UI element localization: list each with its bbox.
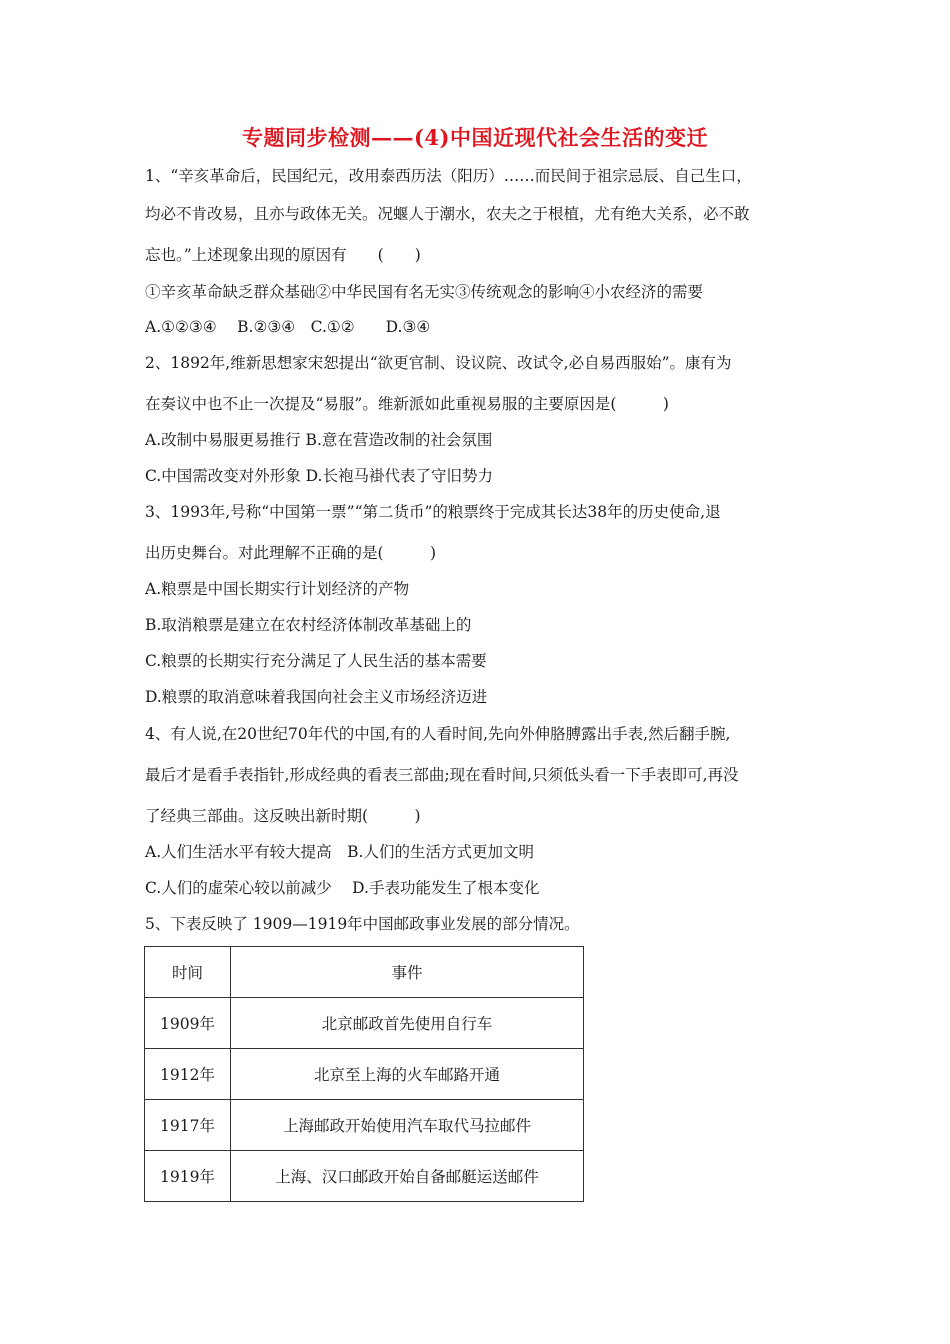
q1-options: A.①②③④ B.②③④ C.①② D.③④ <box>145 318 431 336</box>
table-cell-event: 北京邮政首先使用自行车 <box>231 998 584 1049</box>
q4-options-cd: C.人们的虚荣心较以前减少 D.手表功能发生了根本变化 <box>145 879 540 897</box>
table-row <box>145 1151 584 1202</box>
q1-line-2: 均必不肯改易，且亦与政体无关。况蝘人于潮水，农夫之于根植，尤有绝大关系，必不敢 <box>145 205 750 223</box>
q1-statements: ①辛亥革命缺乏群众基础②中华民国有名无实③传统观念的影响④小农经济的需要 <box>145 283 704 301</box>
table-header-cell: 事件 <box>231 947 584 998</box>
q2-options-cd: C.中国需改变对外形象 D.长袍马褂代表了守旧势力 <box>145 467 493 485</box>
q1-line-1: 1、“辛亥革命后，民国纪元，改用泰西历法（阳历）……而民间于祖宗忌辰、自己生口， <box>145 167 752 185</box>
q5-line-1: 5、下表反映了 1909—1919年中国邮政事业发展的部分情况。 <box>145 915 580 933</box>
table-cell-event: 上海邮政开始使用汽车取代马拉邮件 <box>231 1100 584 1151</box>
table-cell-year: 1917年 <box>145 1100 231 1151</box>
q4-options-ab: A.人们生活水平有较大提高 B.人们的生活方式更加文明 <box>145 843 534 861</box>
q3-option-b: B.取消粮票是建立在农村经济体制改革基础上的 <box>145 616 472 634</box>
q4-line-3: 了经典三部曲。这反映出新时期( ) <box>145 807 421 825</box>
q4-line-2: 最后才是看手表指针,形成经典的看表三部曲;现在看时间,只须低头看一下手表即可,再没 <box>145 766 739 784</box>
q3-line-2: 出历史舞台。对此理解不正确的是( ) <box>145 544 437 562</box>
table-cell-event: 上海、汉口邮政开始自备邮艇运送邮件 <box>231 1151 584 1202</box>
table-row <box>145 1100 584 1151</box>
document-title: 专题同步检测——(4)中国近现代社会生活的变迁 <box>242 125 708 150</box>
table-header-cell: 时间 <box>145 947 231 998</box>
q1-line-3: 忘也。”上述现象出现的原因有 ( ) <box>145 246 421 264</box>
q3-option-d: D.粮票的取消意味着我国向社会主义市场经济迈进 <box>145 688 488 706</box>
q4-line-1: 4、有人说,在20世纪70年代的中国,有的人看时间,先向外伸胳膊露出手表,然后翻手腕, <box>145 725 731 743</box>
q3-option-a: A.粮票是中国长期实行计划经济的产物 <box>145 580 410 598</box>
table-row <box>145 1049 584 1100</box>
q3-option-c: C.粮票的长期实行充分满足了人民生活的基本需要 <box>145 652 487 670</box>
table-header-row <box>145 947 584 998</box>
table-cell-year: 1919年 <box>145 1151 231 1202</box>
postal-events-table <box>144 946 584 1202</box>
table-row <box>145 998 584 1049</box>
table-cell-year: 1912年 <box>145 1049 231 1100</box>
q3-line-1: 3、1993年,号称“中国第一票”“第二货币”的粮票终于完成其长达38年的历史使命,退 <box>145 503 721 521</box>
table-cell-event: 北京至上海的火车邮路开通 <box>231 1049 584 1100</box>
q2-line-2: 在奏议中也不止一次提及“易服”。维新派如此重视易服的主要原因是( ) <box>145 395 669 413</box>
q2-line-1: 2、1892年,维新思想家宋恕提出“欲更官制、设议院、改试令,必自易西服始”。康有为 <box>145 354 732 372</box>
q2-options-ab: A.改制中易服更易推行 B.意在营造改制的社会氛围 <box>145 431 493 449</box>
table-cell-year: 1909年 <box>145 998 231 1049</box>
